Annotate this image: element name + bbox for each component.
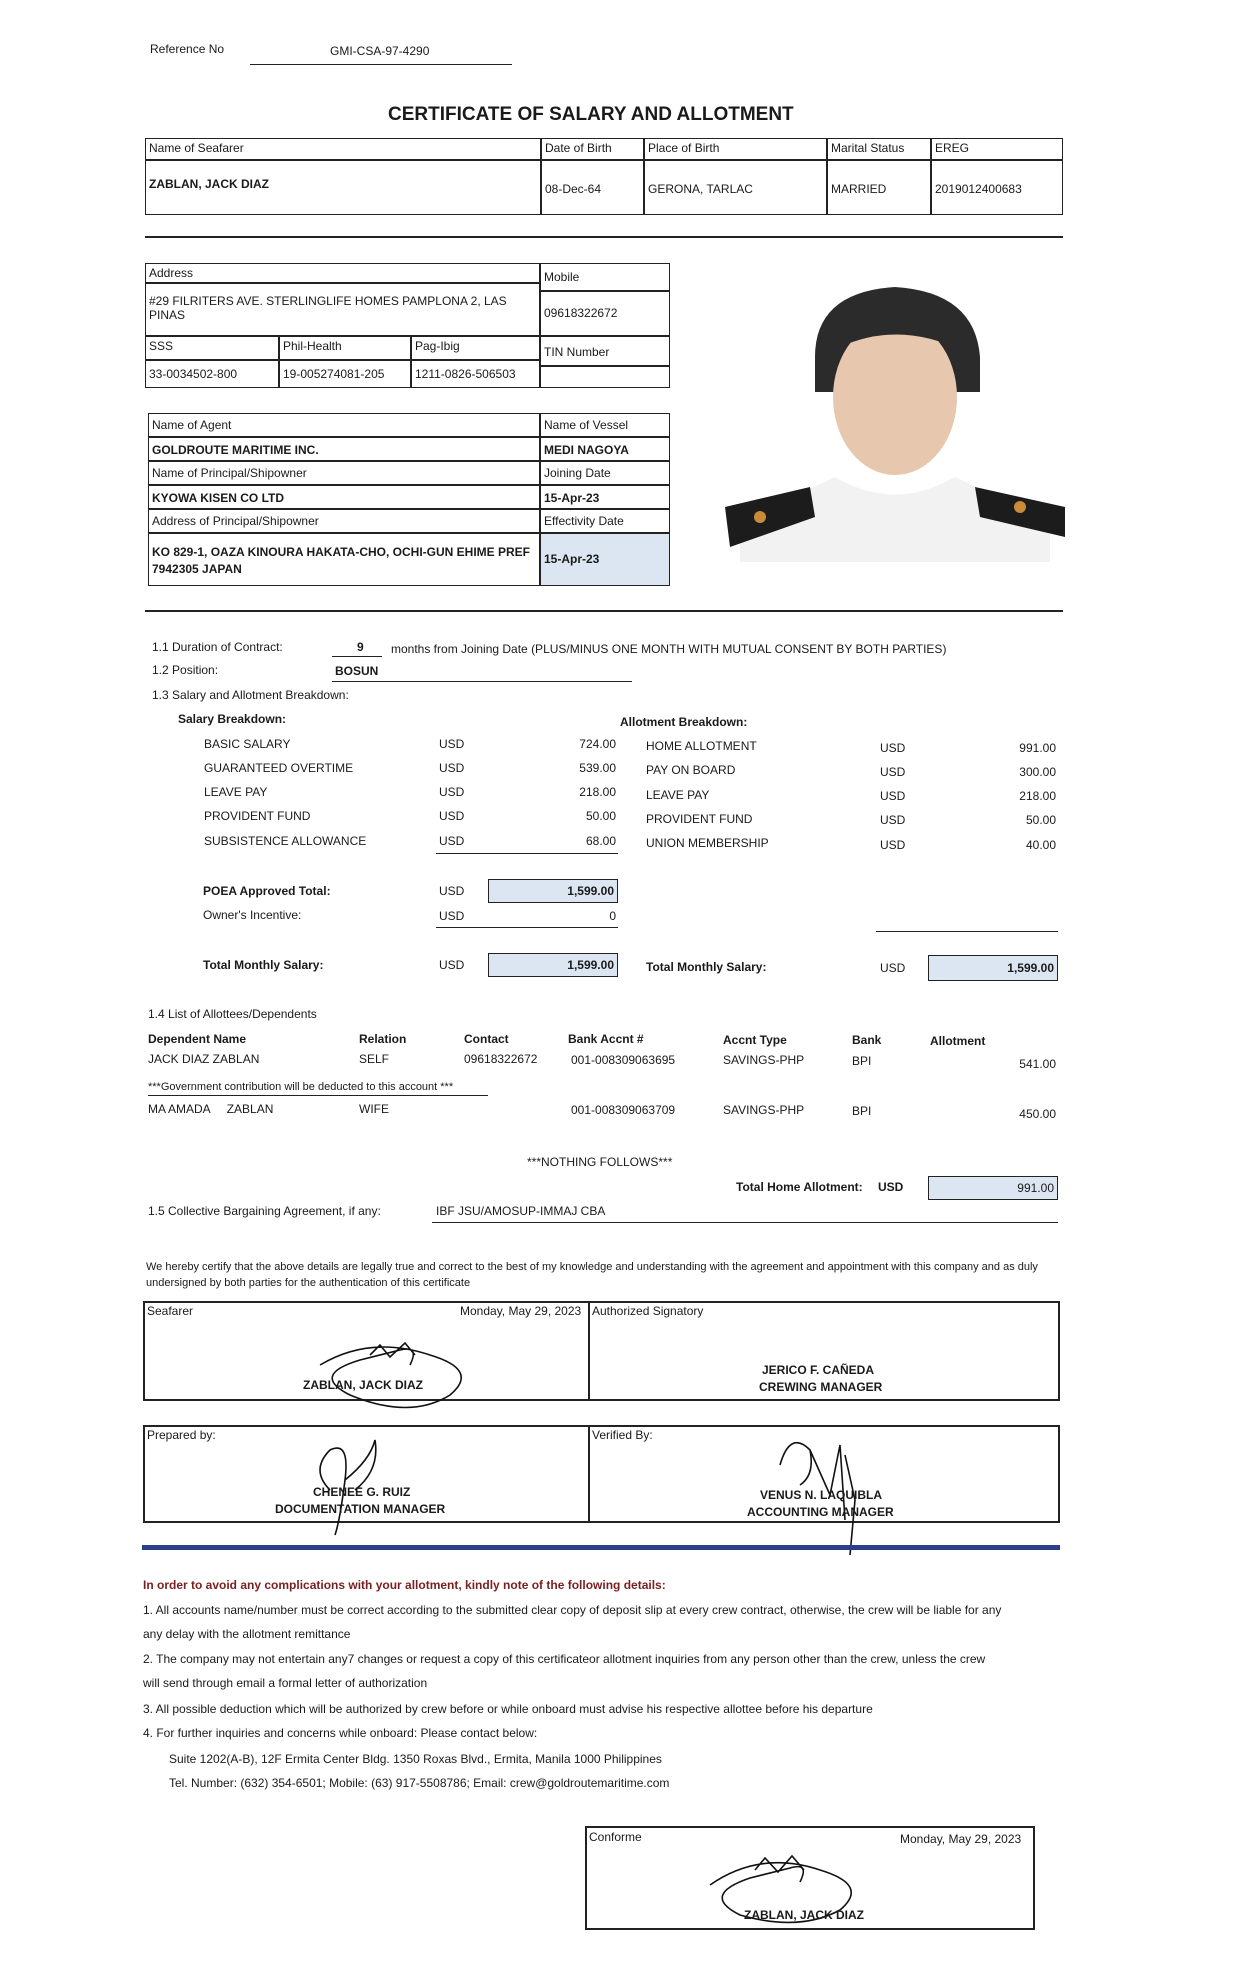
allotment-item-label: PAY ON BOARD [646, 763, 736, 777]
authorized-sig-name: JERICO F. CAÑEDA [762, 1363, 875, 1377]
note-address: Suite 1202(A-B), 12F Ermita Center Bldg. 1350 Roxas Blvd., Ermita, Manila 1000 Philippines [169, 1752, 662, 1766]
allottees-label: 1.4 List of Allottees/Dependents [148, 1007, 317, 1021]
salary-item-cur: USD [439, 809, 465, 823]
allotment-underline [876, 931, 1058, 932]
prepared-sig-name: CHENEE G. RUIZ [313, 1485, 411, 1499]
gov-note: ***Government contribution will be deducted to this account *** [148, 1081, 454, 1093]
allotment-item-amount: 50.00 [1025, 813, 1056, 827]
salary-item-cur: USD [439, 761, 465, 775]
salary-heading: Salary Breakdown: [178, 712, 287, 726]
incentive-cur: USD [439, 909, 465, 923]
salary-item-cur: USD [439, 737, 465, 751]
dob-label: Date of Birth [541, 138, 644, 160]
tin-value [540, 366, 670, 388]
page-title: CERTIFICATE OF SALARY AND ALLOTMENT [388, 104, 794, 125]
allotment-item-cur: USD [880, 765, 906, 779]
allotment-item-label: LEAVE PAY [646, 788, 710, 802]
allottee-account: 001-008309063695 [571, 1053, 676, 1067]
prepared-sig-title: DOCUMENTATION MANAGER [275, 1502, 446, 1516]
allottee-type: SAVINGS-PHP [723, 1053, 805, 1067]
effectivity-value: 15-Apr-23 [540, 533, 670, 586]
ereg-value: 2019012400683 [931, 160, 1063, 215]
allotment-item-cur: USD [880, 741, 906, 755]
allottee-bank: BPI [852, 1054, 872, 1068]
verified-sig-label: Verified By: [592, 1428, 653, 1442]
breakdown-label: 1.3 Salary and Allotment Breakdown: [152, 688, 349, 702]
cba-value: IBF JSU/AMOSUP-IMMAJ CBA [436, 1204, 606, 1218]
allotment-item-label: UNION MEMBERSHIP [646, 836, 769, 850]
position-value: BOSUN [335, 664, 379, 678]
nothing-follows: ***NOTHING FOLLOWS*** [527, 1155, 673, 1169]
allottee-bank: BPI [852, 1104, 872, 1118]
cba-label: 1.5 Collective Bargaining Agreement, if any: [148, 1204, 381, 1218]
allotment-item-label: PROVIDENT FUND [646, 812, 753, 826]
blue-divider-bar [142, 1545, 1060, 1550]
cba-underline [432, 1222, 1058, 1223]
address-label: Address [145, 263, 540, 283]
allottees-header: Bank [852, 1033, 882, 1047]
allottees-header: Relation [359, 1032, 407, 1046]
status-value: MARRIED [827, 160, 931, 215]
allotment-item-amount: 991.00 [1019, 741, 1056, 755]
allotment-item-label: HOME ALLOTMENT [646, 739, 757, 753]
allotment-item-cur: USD [880, 838, 906, 852]
mobile-value: 09618322672 [540, 291, 670, 336]
allotment-item-amount: 40.00 [1025, 838, 1056, 852]
certify-text: We hereby certify that the above details are legally true and correct to the best of my knowledge and understanding with the agreement and appointment with this company and as duly undersigned by both parties for the authentication of this certificate [146, 1261, 1038, 1289]
allotment-item-cur: USD [880, 789, 906, 803]
prepared-sig-label: Prepared by: [147, 1428, 216, 1442]
allottees-header: Contact [464, 1032, 509, 1046]
pob-label: Place of Birth [644, 138, 827, 160]
conforme-label: Conforme [589, 1830, 642, 1844]
salary-underline [436, 853, 618, 854]
name-label: Name of Seafarer [145, 138, 541, 160]
dob-value: 08-Dec-64 [541, 160, 644, 215]
paddress-label: Address of Principal/Shipowner [148, 509, 540, 533]
note-3: 3. All possible deduction which will be authorized by crew before or while onboard must advise his respective allottee before his departure [143, 1702, 873, 1716]
duration-note: months from Joining Date (PLUS/MINUS ONE MONTH WITH MUTUAL CONSENT BY BOTH PARTIES) [391, 642, 947, 656]
pob-value: GERONA, TARLAC [644, 160, 827, 215]
allottee-name: JACK DIAZ ZABLAN [148, 1052, 260, 1066]
duration-label: 1.1 Duration of Contract: [152, 640, 283, 654]
sss-label: SSS [145, 336, 279, 360]
allottees-header: Bank Accnt # [568, 1032, 644, 1046]
salary-total-value: 1,599.00 [488, 953, 618, 977]
salary-item-label: GUARANTEED OVERTIME [204, 761, 354, 775]
divider [145, 236, 1063, 238]
position-label: 1.2 Position: [152, 663, 219, 677]
allottee-account: 001-008309063709 [571, 1103, 676, 1117]
seafarer-photo [720, 262, 1070, 562]
salary-item-amount: 218.00 [579, 785, 616, 799]
verified-sig-name: VENUS N. LAQUIBLA [760, 1488, 883, 1502]
principal-value: KYOWA KISEN CO LTD [148, 485, 540, 509]
pagibig-label: Pag-Ibig [411, 336, 540, 360]
allotment-total-value: 1,599.00 [928, 955, 1058, 981]
salary-item-label: PROVIDENT FUND [204, 809, 311, 823]
reference-underline [250, 64, 512, 65]
salary-total-label: Total Monthly Salary: [203, 958, 324, 972]
poea-label: POEA Approved Total: [203, 884, 331, 898]
salary-total-cur: USD [439, 958, 465, 972]
agent-label: Name of Agent [148, 413, 540, 437]
home-total-cur: USD [878, 1180, 904, 1194]
allotment-total-label: Total Monthly Salary: [646, 960, 767, 974]
salary-item-amount: 539.00 [579, 761, 616, 775]
verified-sig-title: ACCOUNTING MANAGER [747, 1505, 894, 1519]
allottees-header: Dependent Name [148, 1032, 247, 1046]
note-4: 4. For further inquiries and concerns while onboard: Please contact below: [143, 1726, 538, 1740]
allottee-relation: SELF [359, 1052, 390, 1066]
philhealth-value: 19-005274081-205 [279, 360, 411, 388]
vessel-value: MEDI NAGOYA [540, 437, 670, 461]
poea-value: 1,599.00 [488, 879, 618, 903]
salary-item-cur: USD [439, 785, 465, 799]
duration-value: 9 [357, 640, 364, 654]
pagibig-value: 1211-0826-506503 [411, 360, 540, 388]
address-value: #29 FILRITERS AVE. STERLINGLIFE HOMES PAMPLONA 2, LAS PINAS [145, 283, 540, 336]
mobile-label: Mobile [540, 263, 670, 291]
note-tel: Tel. Number: (632) 354-6501; Mobile: (63) 917-5508786; Email: crew@goldroutemaritime.com [169, 1776, 670, 1790]
allottee-allotment: 450.00 [1019, 1107, 1056, 1121]
effectivity-label: Effectivity Date [540, 509, 670, 533]
philhealth-label: Phil-Health [279, 336, 411, 360]
allottee-contact: 09618322672 [464, 1052, 538, 1066]
gov-note-underline [148, 1095, 488, 1096]
salary-item-amount: 68.00 [585, 834, 616, 848]
note-2a: 2. The company may not entertain any7 changes or request a copy of this certificateor allotment inquiries from any person other than the crew, unless the crew [143, 1652, 986, 1666]
allotment-item-amount: 218.00 [1019, 789, 1056, 803]
allotment-heading: Allotment Breakdown: [620, 715, 748, 729]
allottee-name: MA AMADA ZABLAN [148, 1102, 274, 1116]
seafarer-name: ZABLAN, JACK DIAZ [145, 160, 541, 215]
allottee-relation: WIFE [359, 1102, 389, 1116]
notes-heading: In order to avoid any complications with your allotment, kindly note of the following details: [143, 1578, 666, 1592]
joining-label: Joining Date [540, 461, 670, 485]
sss-value: 33-0034502-800 [145, 360, 279, 388]
note-2b: will send through email a formal letter of authorization [143, 1676, 428, 1690]
incentive-underline [436, 927, 618, 928]
seafarer-signature [310, 1325, 490, 1415]
paddress-value: KO 829-1, OAZA KINOURA HAKATA-CHO, OCHI-GUN EHIME PREF 7942305 JAPAN [148, 533, 540, 586]
allottees-header: Accnt Type [723, 1033, 787, 1047]
duration-underline [332, 656, 382, 657]
poea-cur: USD [439, 884, 465, 898]
note-1a: 1. All accounts name/number must be correct according to the submitted clear copy of deposit slip at every crew contract, otherwise, the crew will be liable for any [143, 1603, 1002, 1617]
ereg-label: EREG [931, 138, 1063, 160]
allottees-header: Allotment [930, 1034, 986, 1048]
incentive-value: 0 [609, 909, 616, 923]
divider [145, 610, 1063, 612]
agent-value: GOLDROUTE MARITIME INC. [148, 437, 540, 461]
tin-label: TIN Number [540, 336, 670, 366]
seafarer-sig-label: Seafarer [147, 1304, 194, 1318]
salary-item-amount: 50.00 [585, 809, 616, 823]
home-total-label: Total Home Allotment: [736, 1180, 863, 1194]
allotment-total-cur: USD [880, 961, 906, 975]
salary-item-amount: 724.00 [579, 737, 616, 751]
salary-item-label: LEAVE PAY [204, 785, 268, 799]
authorized-sig-label: Authorized Signatory [592, 1304, 704, 1318]
incentive-label: Owner's Incentive: [203, 908, 302, 922]
note-1b: any delay with the allotment remittance [143, 1627, 351, 1641]
vessel-label: Name of Vessel [540, 413, 670, 437]
reference-value: GMI-CSA-97-4290 [330, 44, 430, 58]
conforme-date: Monday, May 29, 2023 [900, 1832, 1022, 1846]
salary-item-cur: USD [439, 834, 465, 848]
principal-label: Name of Principal/Shipowner [148, 461, 540, 485]
allotment-item-amount: 300.00 [1019, 765, 1056, 779]
status-label: Marital Status [827, 138, 931, 160]
allottee-type: SAVINGS-PHP [723, 1103, 805, 1117]
position-underline [332, 681, 632, 682]
seafarer-sig-date: Monday, May 29, 2023 [460, 1304, 582, 1318]
authorized-sig-title: CREWING MANAGER [759, 1380, 883, 1394]
conforme-name: ZABLAN, JACK DIAZ [744, 1908, 864, 1922]
seafarer-sig-name: ZABLAN, JACK DIAZ [303, 1378, 423, 1392]
salary-item-label: BASIC SALARY [204, 737, 291, 751]
allotment-item-cur: USD [880, 813, 906, 827]
salary-item-label: SUBSISTENCE ALLOWANCE [204, 834, 367, 848]
joining-value: 15-Apr-23 [540, 485, 670, 509]
reference-label: Reference No [150, 42, 225, 56]
allottee-allotment: 541.00 [1019, 1057, 1056, 1071]
home-total-value: 991.00 [928, 1176, 1058, 1200]
